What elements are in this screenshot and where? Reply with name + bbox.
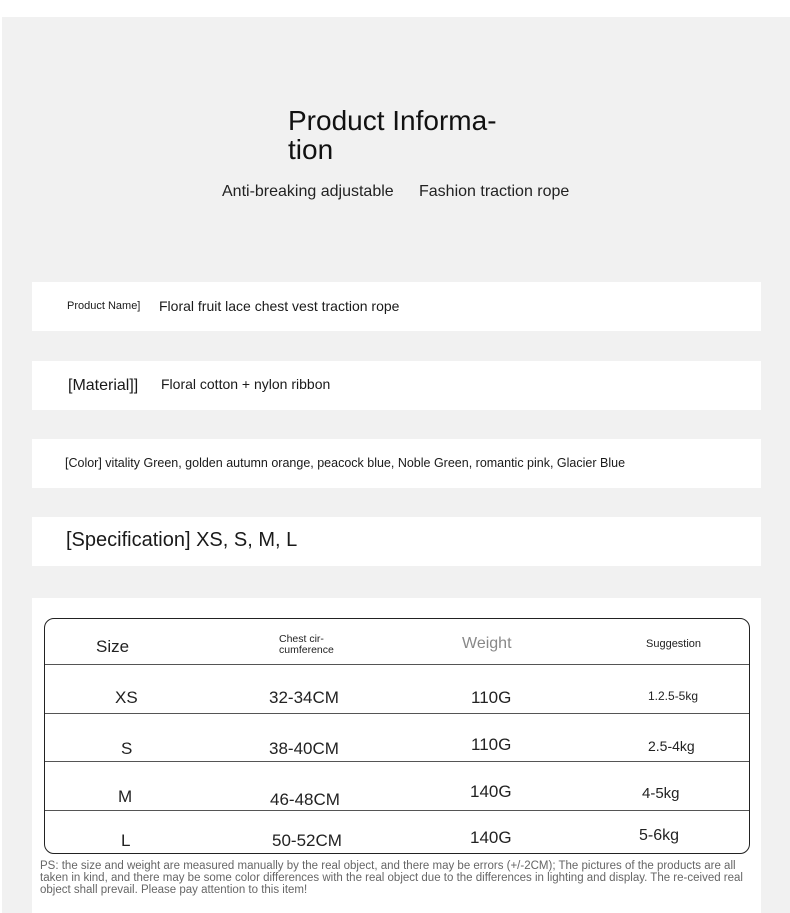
cell-suggestion: 2.5-4kg	[648, 738, 695, 754]
cell-weight: 140G	[470, 828, 512, 847]
cell-chest: 38-40CM	[269, 739, 339, 758]
header-weight: Weight	[462, 635, 512, 652]
material-value: Floral cotton + nylon ribbon	[161, 376, 331, 392]
header-chest-circumference: Chest cir- cumference	[279, 633, 334, 656]
cell-size: M	[118, 787, 133, 806]
header-size: Size	[96, 637, 130, 656]
cell-size: L	[121, 831, 131, 850]
table-row	[45, 762, 749, 811]
product-name-value: Floral fruit lace chest vest traction rope	[159, 298, 400, 314]
cell-size: S	[121, 739, 133, 758]
cell-chest: 46-48CM	[270, 790, 340, 809]
cell-weight: 110G	[471, 735, 512, 754]
cell-weight: 140G	[470, 782, 512, 801]
cell-weight: 110G	[471, 688, 512, 707]
measurement-note: PS: the size and weight are measured manually by the real object, and there may be errors (+/-2CM); The pictures of the products are all taken in kind, and there may be some color differences with the real object due to the differences in lighting and display. The re-ceived real object shall prevail. Please pay attention to this item!	[40, 860, 743, 896]
page-title: Product Informa- tion	[288, 105, 497, 165]
cell-suggestion: 4-5kg	[642, 785, 680, 802]
size-table-card	[32, 598, 761, 913]
table-row	[45, 714, 749, 762]
cell-chest: 32-34CM	[269, 688, 339, 707]
table-row	[45, 811, 749, 853]
cell-suggestion: 1.2.5-5kg	[648, 689, 699, 703]
subtitle-traction-rope: Fashion traction rope	[419, 183, 570, 200]
cell-size: XS	[115, 688, 138, 707]
size-table	[44, 618, 750, 854]
header-suggestion: Suggestion	[646, 638, 702, 650]
product-name-label: Product Name]	[67, 300, 141, 312]
specification-card	[32, 517, 761, 566]
cell-suggestion: 5-6kg	[639, 827, 680, 844]
material-card	[32, 361, 761, 410]
material-label: [Material]]	[68, 377, 139, 394]
color-text: [Color] vitality Green, golden autumn orange, peacock blue, Noble Green, romantic pink, Glacier Blue	[65, 456, 626, 470]
table-header-row	[45, 619, 749, 665]
subtitle-anti-breaking: Anti-breaking adjustable	[222, 183, 394, 200]
table-row	[45, 665, 749, 714]
product-name-card	[32, 282, 761, 331]
color-card	[32, 439, 761, 488]
specification-text: [Specification] XS, S, M, L	[66, 529, 298, 551]
cell-chest: 50-52CM	[272, 831, 342, 850]
